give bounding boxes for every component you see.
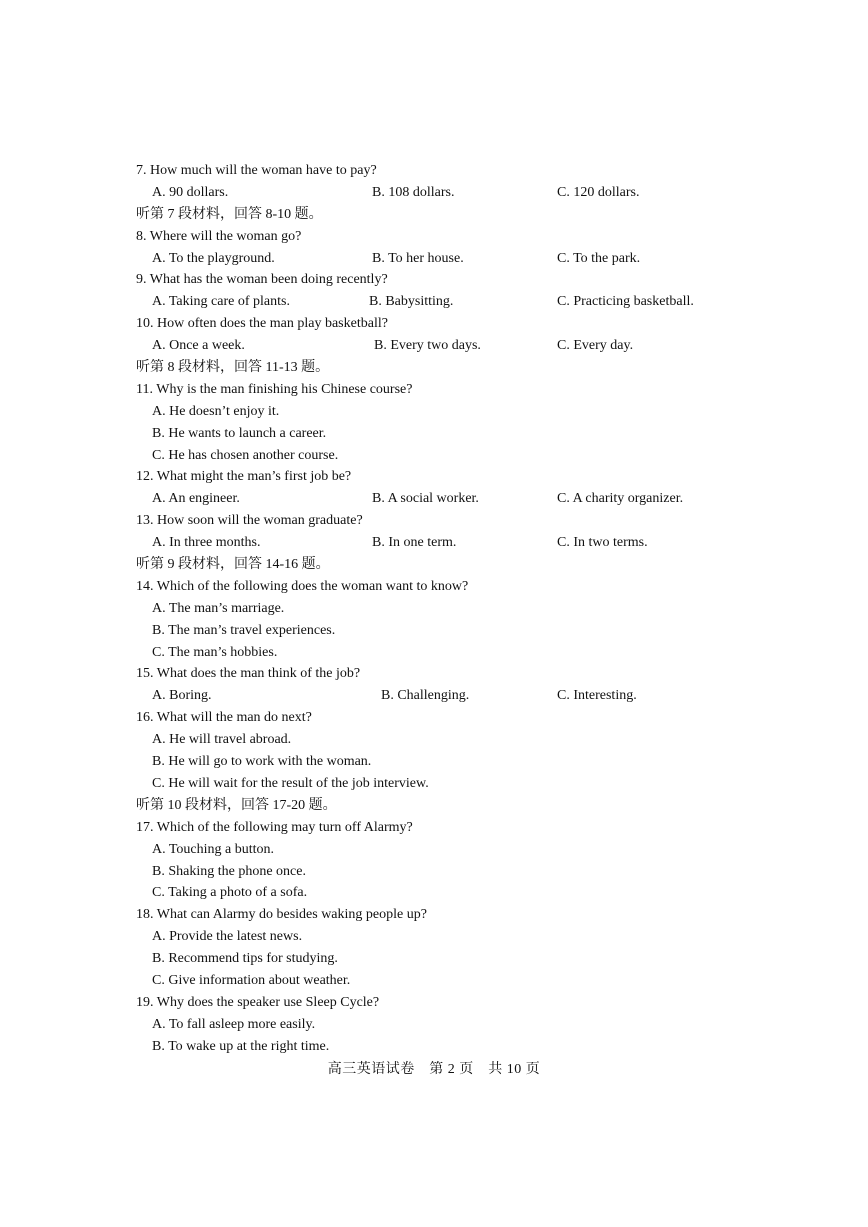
question-text: 18. What can Alarmy do besides waking people up?	[136, 907, 427, 923]
answer-option: B. The man’s travel experiences.	[152, 622, 336, 638]
answer-option: C. Practicing basketball.	[557, 294, 694, 310]
answer-option: C. He will wait for the result of the job interview.	[152, 775, 429, 791]
answer-option: A. To the playground.	[152, 250, 275, 266]
answer-option: C. The man’s hobbies.	[152, 644, 278, 660]
answer-option: C. Interesting.	[557, 688, 637, 704]
answer-option: B. Shaking the phone once.	[152, 863, 306, 879]
question-list	[136, 160, 836, 1058]
answer-option: C. He has chosen another course.	[152, 447, 339, 463]
answer-option: B. Challenging.	[381, 688, 470, 704]
question-text: 8. Where will the woman go?	[136, 228, 302, 244]
page-footer: 高三英语试卷 第 2 页 共 10 页	[327, 1062, 541, 1077]
option-row	[136, 291, 836, 313]
question-text: 19. Why does the speaker use Sleep Cycle?	[136, 994, 380, 1010]
answer-option: A. 90 dollars.	[152, 184, 229, 200]
answer-option: A. Boring.	[152, 688, 212, 704]
answer-option: A. He doesn’t enjoy it.	[152, 403, 280, 419]
answer-option: B. Every two days.	[374, 338, 481, 354]
answer-option: B. He wants to launch a career.	[152, 425, 327, 441]
answer-option: C. Taking a photo of a sofa.	[152, 885, 308, 901]
answer-option: B. In one term.	[372, 535, 457, 551]
answer-option: A. In three months.	[152, 535, 261, 551]
answer-option: C. A charity organizer.	[557, 491, 684, 507]
answer-option: C. Every day.	[557, 338, 634, 354]
answer-option: A. To fall asleep more easily.	[152, 1016, 316, 1032]
option-row	[136, 685, 836, 707]
answer-option: B. A social worker.	[372, 491, 479, 507]
question-text: 15. What does the man think of the job?	[136, 666, 361, 682]
question-text: 16. What will the man do next?	[136, 710, 312, 726]
option-row	[136, 248, 836, 270]
answer-option: A. Provide the latest news.	[152, 929, 303, 945]
answer-option: A. He will travel abroad.	[152, 732, 292, 748]
question-text: 14. Which of the following does the woman want to know?	[136, 578, 469, 594]
answer-option: B. He will go to work with the woman.	[152, 754, 372, 770]
option-row	[136, 488, 836, 510]
answer-option: B. To wake up at the right time.	[152, 1038, 330, 1054]
answer-option: A. Taking care of plants.	[152, 294, 290, 310]
question-text: 10. How often does the man play basketball?	[136, 316, 388, 332]
option-row	[136, 532, 836, 554]
answer-option: C. 120 dollars.	[557, 184, 640, 200]
section-instruction: 听第 9 段材料，回答 14-16 题。	[136, 557, 330, 573]
answer-option: A. Once a week.	[152, 338, 245, 354]
answer-option: C. To the park.	[557, 250, 641, 266]
answer-option: B. To her house.	[372, 250, 464, 266]
section-instruction: 听第 10 段材料，回答 17-20 题。	[136, 797, 337, 813]
answer-option: C. In two terms.	[557, 535, 648, 551]
answer-option: A. Touching a button.	[152, 841, 275, 857]
answer-option: B. Babysitting.	[369, 294, 454, 310]
answer-option: C. Give information about weather.	[152, 972, 351, 988]
question-text: 13. How soon will the woman graduate?	[136, 513, 363, 529]
question-text: 17. Which of the following may turn off Alarmy?	[136, 819, 413, 835]
answer-option: A. The man’s marriage.	[152, 600, 285, 616]
question-text: 12. What might the man’s first job be?	[136, 469, 352, 485]
option-row	[136, 182, 836, 204]
answer-option: B. Recommend tips for studying.	[152, 951, 338, 967]
question-text: 9. What has the woman been doing recently?	[136, 272, 388, 288]
question-text: 11. Why is the man finishing his Chinese course?	[136, 381, 413, 397]
answer-option: A. An engineer.	[152, 491, 240, 507]
section-instruction: 听第 8 段材料，回答 11-13 题。	[136, 360, 330, 376]
answer-option: B. 108 dollars.	[372, 184, 455, 200]
option-row	[136, 335, 836, 357]
question-text: 7. How much will the woman have to pay?	[136, 163, 377, 178]
section-instruction: 听第 7 段材料，回答 8-10 题。	[136, 206, 323, 222]
